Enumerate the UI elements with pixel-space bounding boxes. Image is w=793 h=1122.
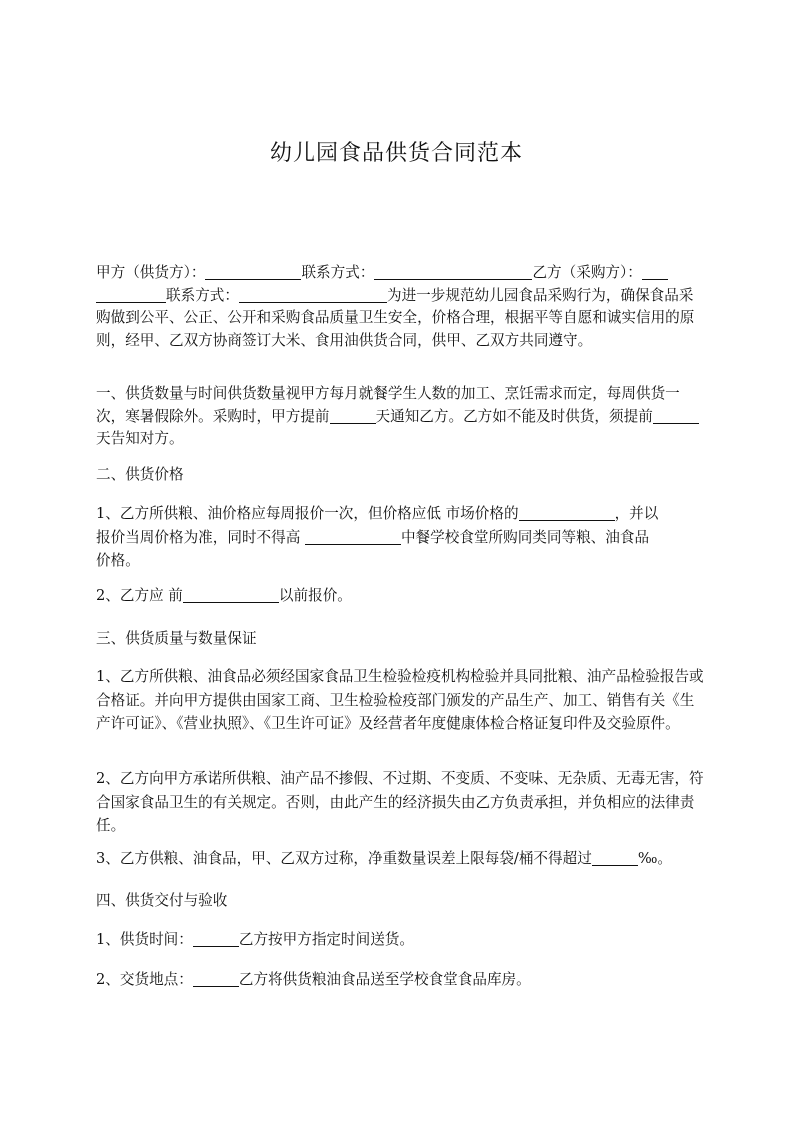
section-2-item-1 <box>96 502 708 573</box>
market-price-blank <box>519 504 615 521</box>
quote-time-blank <box>183 586 279 603</box>
section-1-text-3: 天告知对方。 <box>96 430 184 447</box>
weight-error-blank <box>592 849 638 866</box>
intro-paragraph <box>96 262 708 352</box>
section-4-heading: 四、供货交付与验收 <box>96 892 228 909</box>
section-1-text-1: 一、供货数量与时间供货数量视甲方每月就餐学生人数的加工、烹饪需求而定，每周供货一次，寒暑假除外。采购时，甲方提前 <box>96 385 680 425</box>
party-b-blank-end <box>642 263 668 280</box>
price-text-e: 价格。 <box>96 552 140 569</box>
contact-label-1: 联系方式： <box>301 264 375 281</box>
delivery-time-label: 1、供货时间： <box>96 931 193 948</box>
party-b-label: 乙方（采购方）： <box>532 264 642 281</box>
notice-days-blank <box>330 407 376 424</box>
contact-blank-1 <box>374 263 532 280</box>
section-1-text-2: 天通知乙方。乙方如不能及时供货，须提前 <box>375 407 653 425</box>
party-a-label: 甲方（供货方）： <box>96 264 206 281</box>
contact-label-2: 联系方式： <box>166 286 239 304</box>
document-title: 幼儿园食品供货合同范本 <box>269 141 523 166</box>
party-b-blank-start <box>96 286 166 303</box>
section-3-heading: 三、供货质量与数量保证 <box>96 630 257 647</box>
delivery-place-text: 乙方将供货粮油食品送至学校食堂食品库房。 <box>238 971 531 988</box>
delivery-place-blank <box>193 970 239 987</box>
contact-blank-2 <box>239 286 387 303</box>
section-4-item-1 <box>96 929 708 952</box>
weight-text-b: ‰。 <box>637 850 672 867</box>
price-text-b: ，并以 <box>614 505 659 522</box>
section-3-item-3 <box>96 848 708 871</box>
advance-days-blank <box>653 407 699 424</box>
party-a-blank <box>205 263 301 280</box>
price-text-a: 1、乙方所供粮、油价格应每周报价一次，但价格应低 市场价格的 <box>96 505 519 522</box>
section-3-item-2: 2、乙方向甲方承诺所供粮、油产品不掺假、不过期、不变质、不变味、无杂质、无毒无害，符合国家食品卫生的有关规定。否则，由此产生的经济损失由乙方负责承担，并负相应的法律责任。 <box>96 770 704 834</box>
section-2-item-2 <box>96 585 708 608</box>
school-price-blank <box>305 528 401 545</box>
section-1-paragraph <box>96 383 708 451</box>
weight-text-a: 3、乙方供粮、油食品，甲、乙双方过称，净重数量误差上限每袋/桶不得超过 <box>96 850 592 867</box>
price-text-c: 报价当周价格为准，同时不得高 <box>96 528 305 546</box>
section-3-item-1: 1、乙方所供粮、油食品必须经国家食品卫生检验检疫机构检验并具同批粮、油产品检验报告或合格证。并向甲方提供由国家工商、卫生检验检疫部门颁发的产品生产、加工、销售有关《生产许可证》、《营业执照》、《卫生许可证》及经营者年度健康体检合格证复印件及交验原件。 <box>96 668 704 732</box>
section-2-heading: 二、供货价格 <box>96 466 184 483</box>
delivery-time-text: 乙方按甲方指定时间送货。 <box>238 931 414 948</box>
price-text-d: 中餐学校食堂所购同类同等粮、油食品 <box>400 528 650 546</box>
intro-body: 为进一步规范幼儿园食品采购行为，确保食品采购做到公平、公正、公开和采购食品质量卫生安全，价格合理，根据平等自愿和诚实信用的原则，经甲、乙双方协商签订大米、食用油供货合同，供甲、乙双方共同遵守。 <box>96 286 695 349</box>
section-4-item-2 <box>96 969 708 992</box>
delivery-time-blank <box>193 930 239 947</box>
quote-text-a: 2、乙方应 前 <box>96 587 183 604</box>
delivery-place-label: 2、交货地点： <box>96 971 193 988</box>
quote-text-b: 以前报价。 <box>278 587 352 604</box>
